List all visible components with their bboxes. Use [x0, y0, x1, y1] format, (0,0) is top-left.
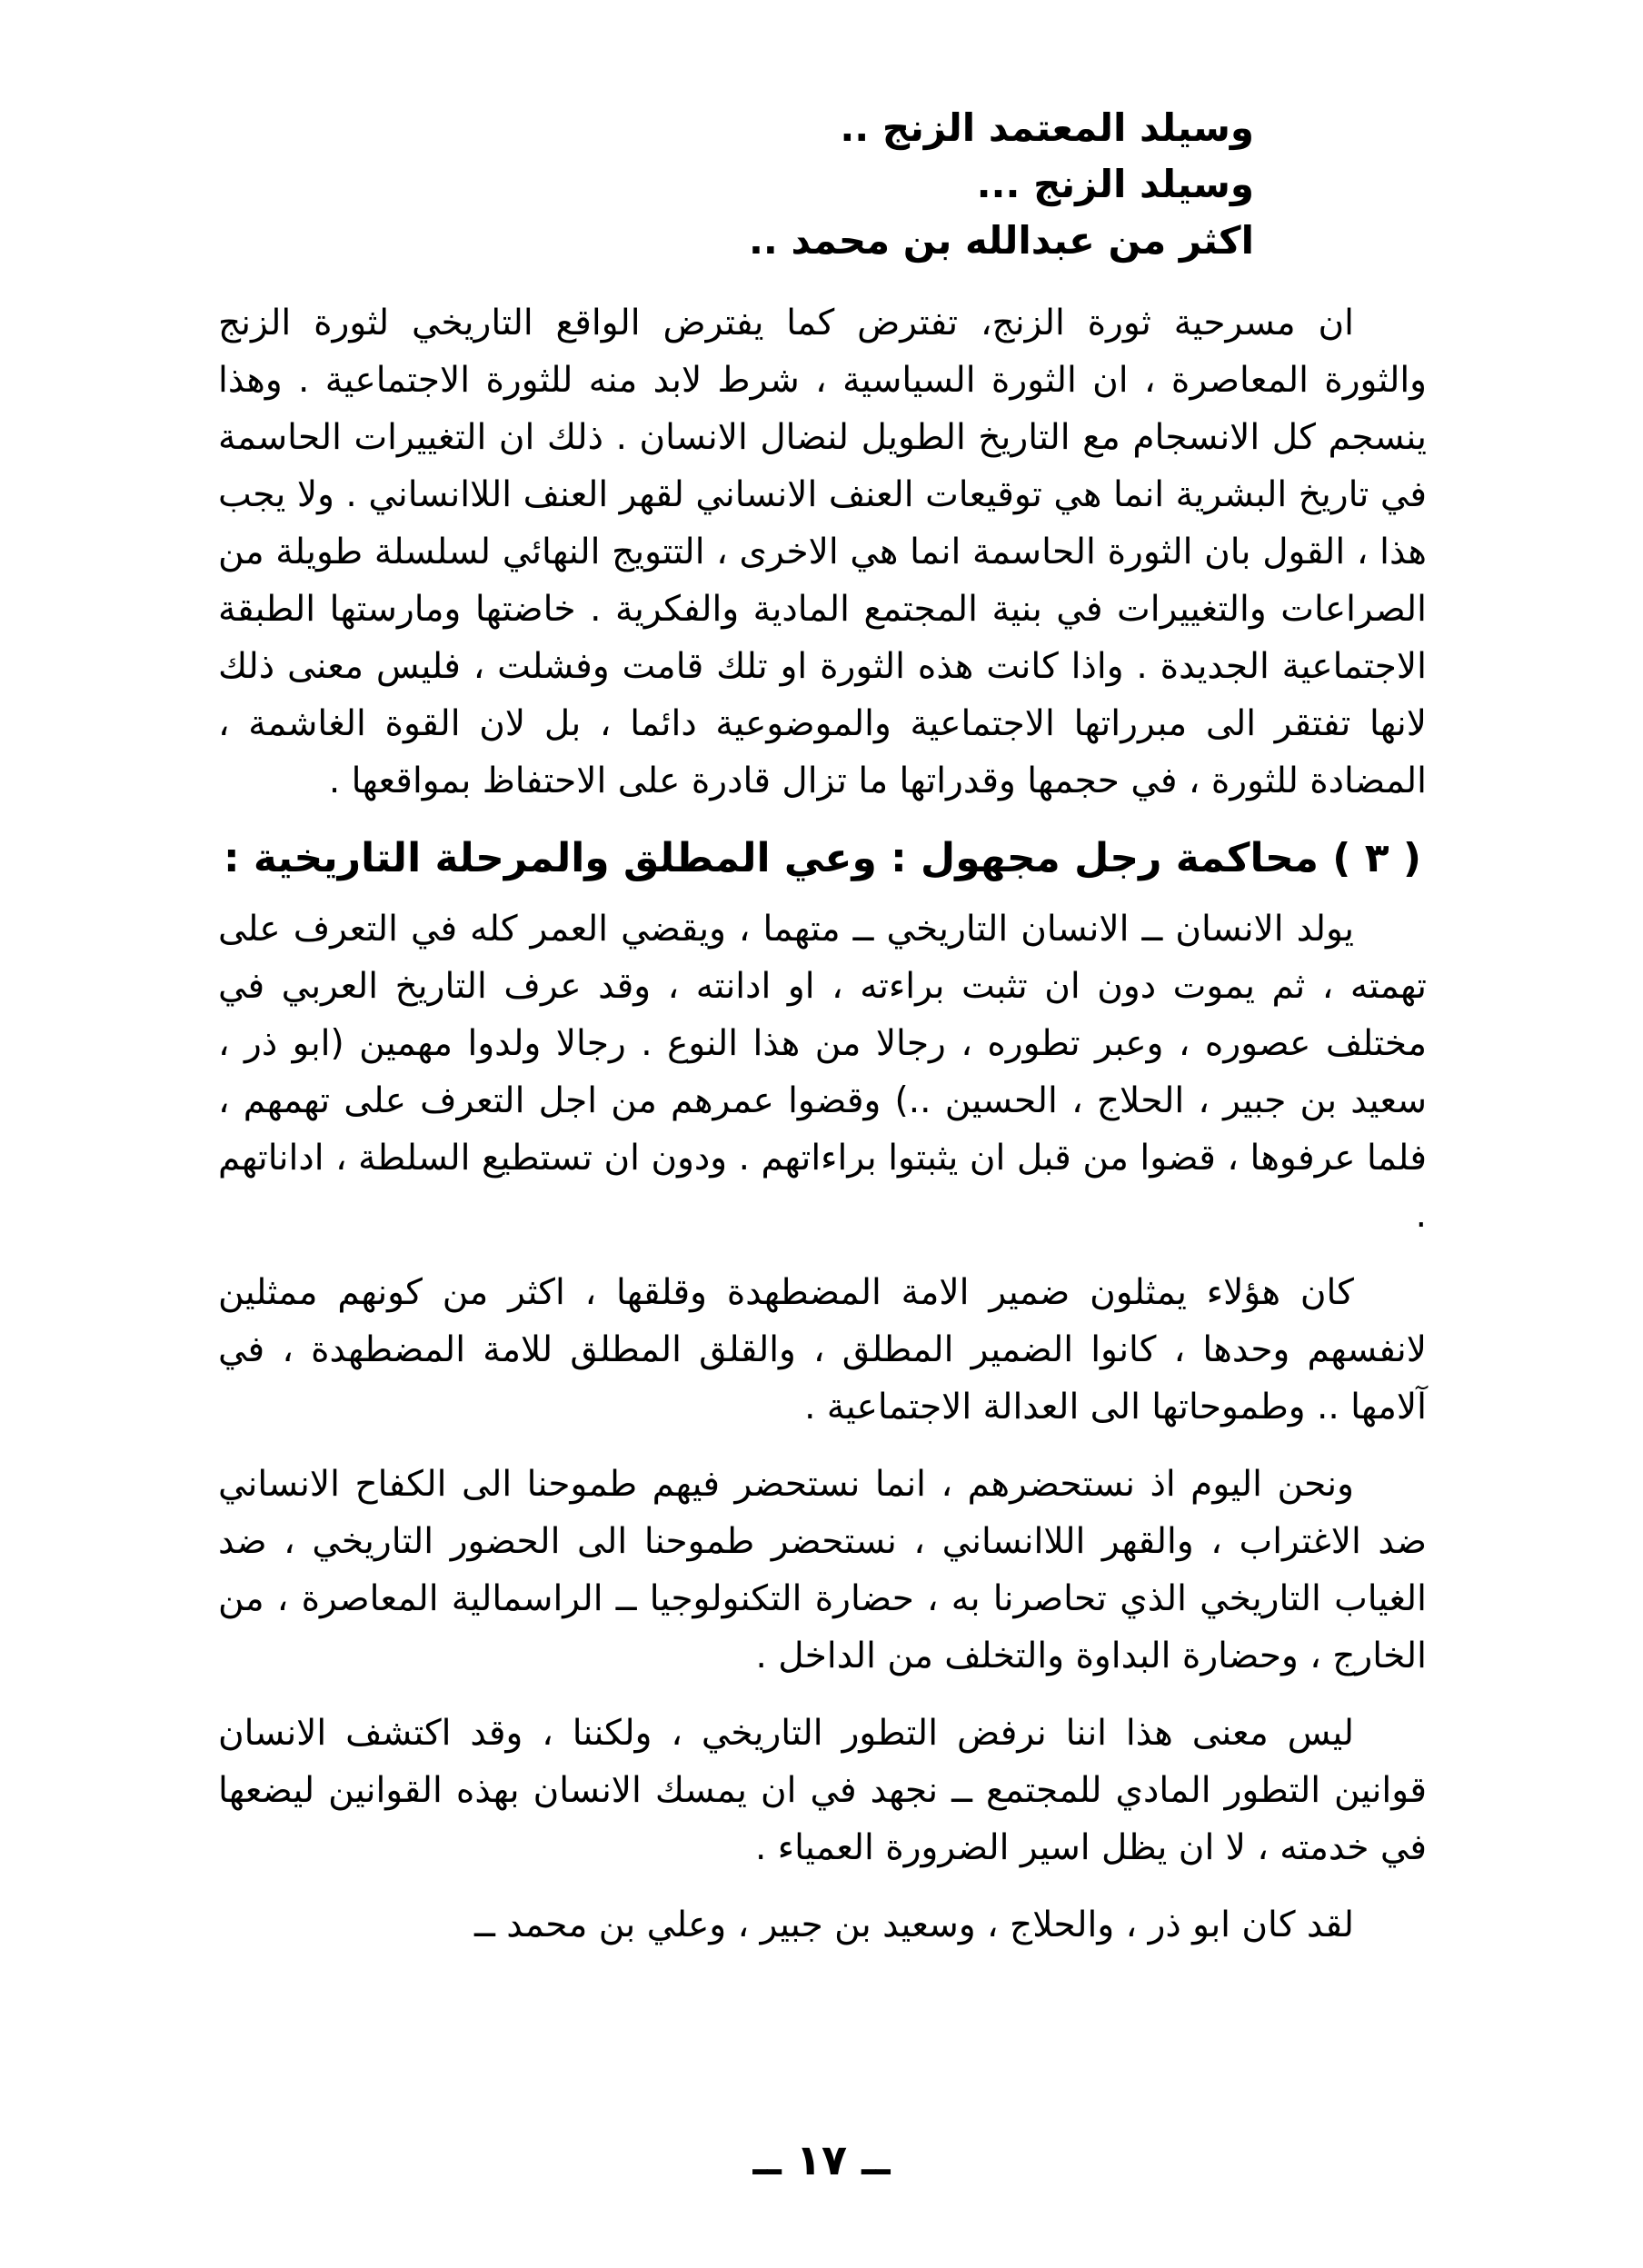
poem-line: وسيلد الزنج ...	[976, 162, 1254, 206]
body-paragraph: كان هؤلاء يمثلون ضمير الامة المضطهدة وقلقها ، اكثر من كونهم ممثلين لانفسهم وحدها ، كانوا الضمير المطلق ، والقلق المطلق للامة المضطهدة ، في آلامها .. وطموحاتها الى العدالة الاجتماعية .	[218, 1272, 1427, 1427]
poem-line: اكثر من عبدالله بن محمد ..	[748, 218, 1254, 263]
page-number: ــ ١٧ ــ	[752, 2135, 891, 2184]
section-heading: ( ٣ ) محاكمة رجل مجهول : وعي المطلق والمرحلة التاريخية :	[223, 835, 1422, 881]
text-column	[218, 100, 1427, 1974]
body-paragraph: ونحن اليوم اذ نستحضرهم ، انما نستحضر فيهم طموحنا الى الكفاح الانساني ضد الاغتراب ، والقهر اللاانساني ، نستحضر طموحنا الى الحضور التاريخي ، ضد الغياب التاريخي الذي تحاصرنا به ، حضارة التكنولوجيا ــ الراسمالية المعاصرة ، من الخارج ، وحضارة البداوة والتخلف من الداخل .	[218, 1464, 1427, 1676]
poem-block	[218, 100, 1254, 269]
body-paragraph: يولد الانسان ــ الانسان التاريخي ــ متهما ، ويقضي العمر كله في التعرف على تهمته ، ثم يموت دون ان تثبت براءته ، او ادانته ، وقد عرف التاريخ العربي في مختلف عصوره ، وعبر تطوره ، رجالا من هذا النوع . رجالا ولدوا مهمين (ابو ذر ، سعيد بن جبير ، الحلاج ، الحسين ..) وقضوا عمرهم من اجل التعرف على تهمهم ، فلما عرفوها ، قضوا من قبل ان يثبتوا براءاتهم . ودون ان تستطيع السلطة ، اداناتهم .	[218, 909, 1427, 1236]
body-paragraph: ليس معنى هذا اننا نرفض التطور التاريخي ، ولكننا ، وقد اكتشف الانسان قوانين التطور المادي للمجتمع ــ نجهد في ان يمسك الانسان بهذه القوانين ليضعها في خدمته ، لا ان يظل اسير الضرورة العمياء .	[218, 1713, 1427, 1868]
body-paragraph: ان مسرحية ثورة الزنج، تفترض كما يفترض الواقع التاريخي لثورة الزنج والثورة المعاصرة ، ان الثورة السياسية ، شرط لابد منه للثورة الاجتماعية . وهذا ينسجم كل الانسجام مع التاريخ الطويل لنضال الانسان . ذلك ان التغييرات الحاسمة في تاريخ البشرية انما هي توقيعات العنف الانساني لقهر العنف اللاانساني . ولا يجب هذا ، القول بان الثورة الحاسمة انما هي الاخرى ، التتويج النهائي لسلسلة طويلة من الصراعات والتغييرات في بنية المجتمع المادية والفكرية . خاضتها ومارستها الطبقة الاجتماعية الجديدة . واذا كانت هذه الثورة او تلك قامت وفشلت ، فليس معنى ذلك لانها تفتقر الى مبرراتها الاجتماعية والموضوعية دائما ، بل لان القوة الغاشمة ، المضادة للثورة ، في حجمها وقدراتها ما تزال قادرة على الاحتفاظ بمواقعها .	[218, 303, 1427, 801]
poem-line: وسيلد المعتمد الزنج ..	[840, 105, 1254, 150]
body-paragraph: لقد كان ابو ذر ، والحلاج ، وسعيد بن جبير ، وعلي بن محمد ــ	[474, 1905, 1354, 1945]
